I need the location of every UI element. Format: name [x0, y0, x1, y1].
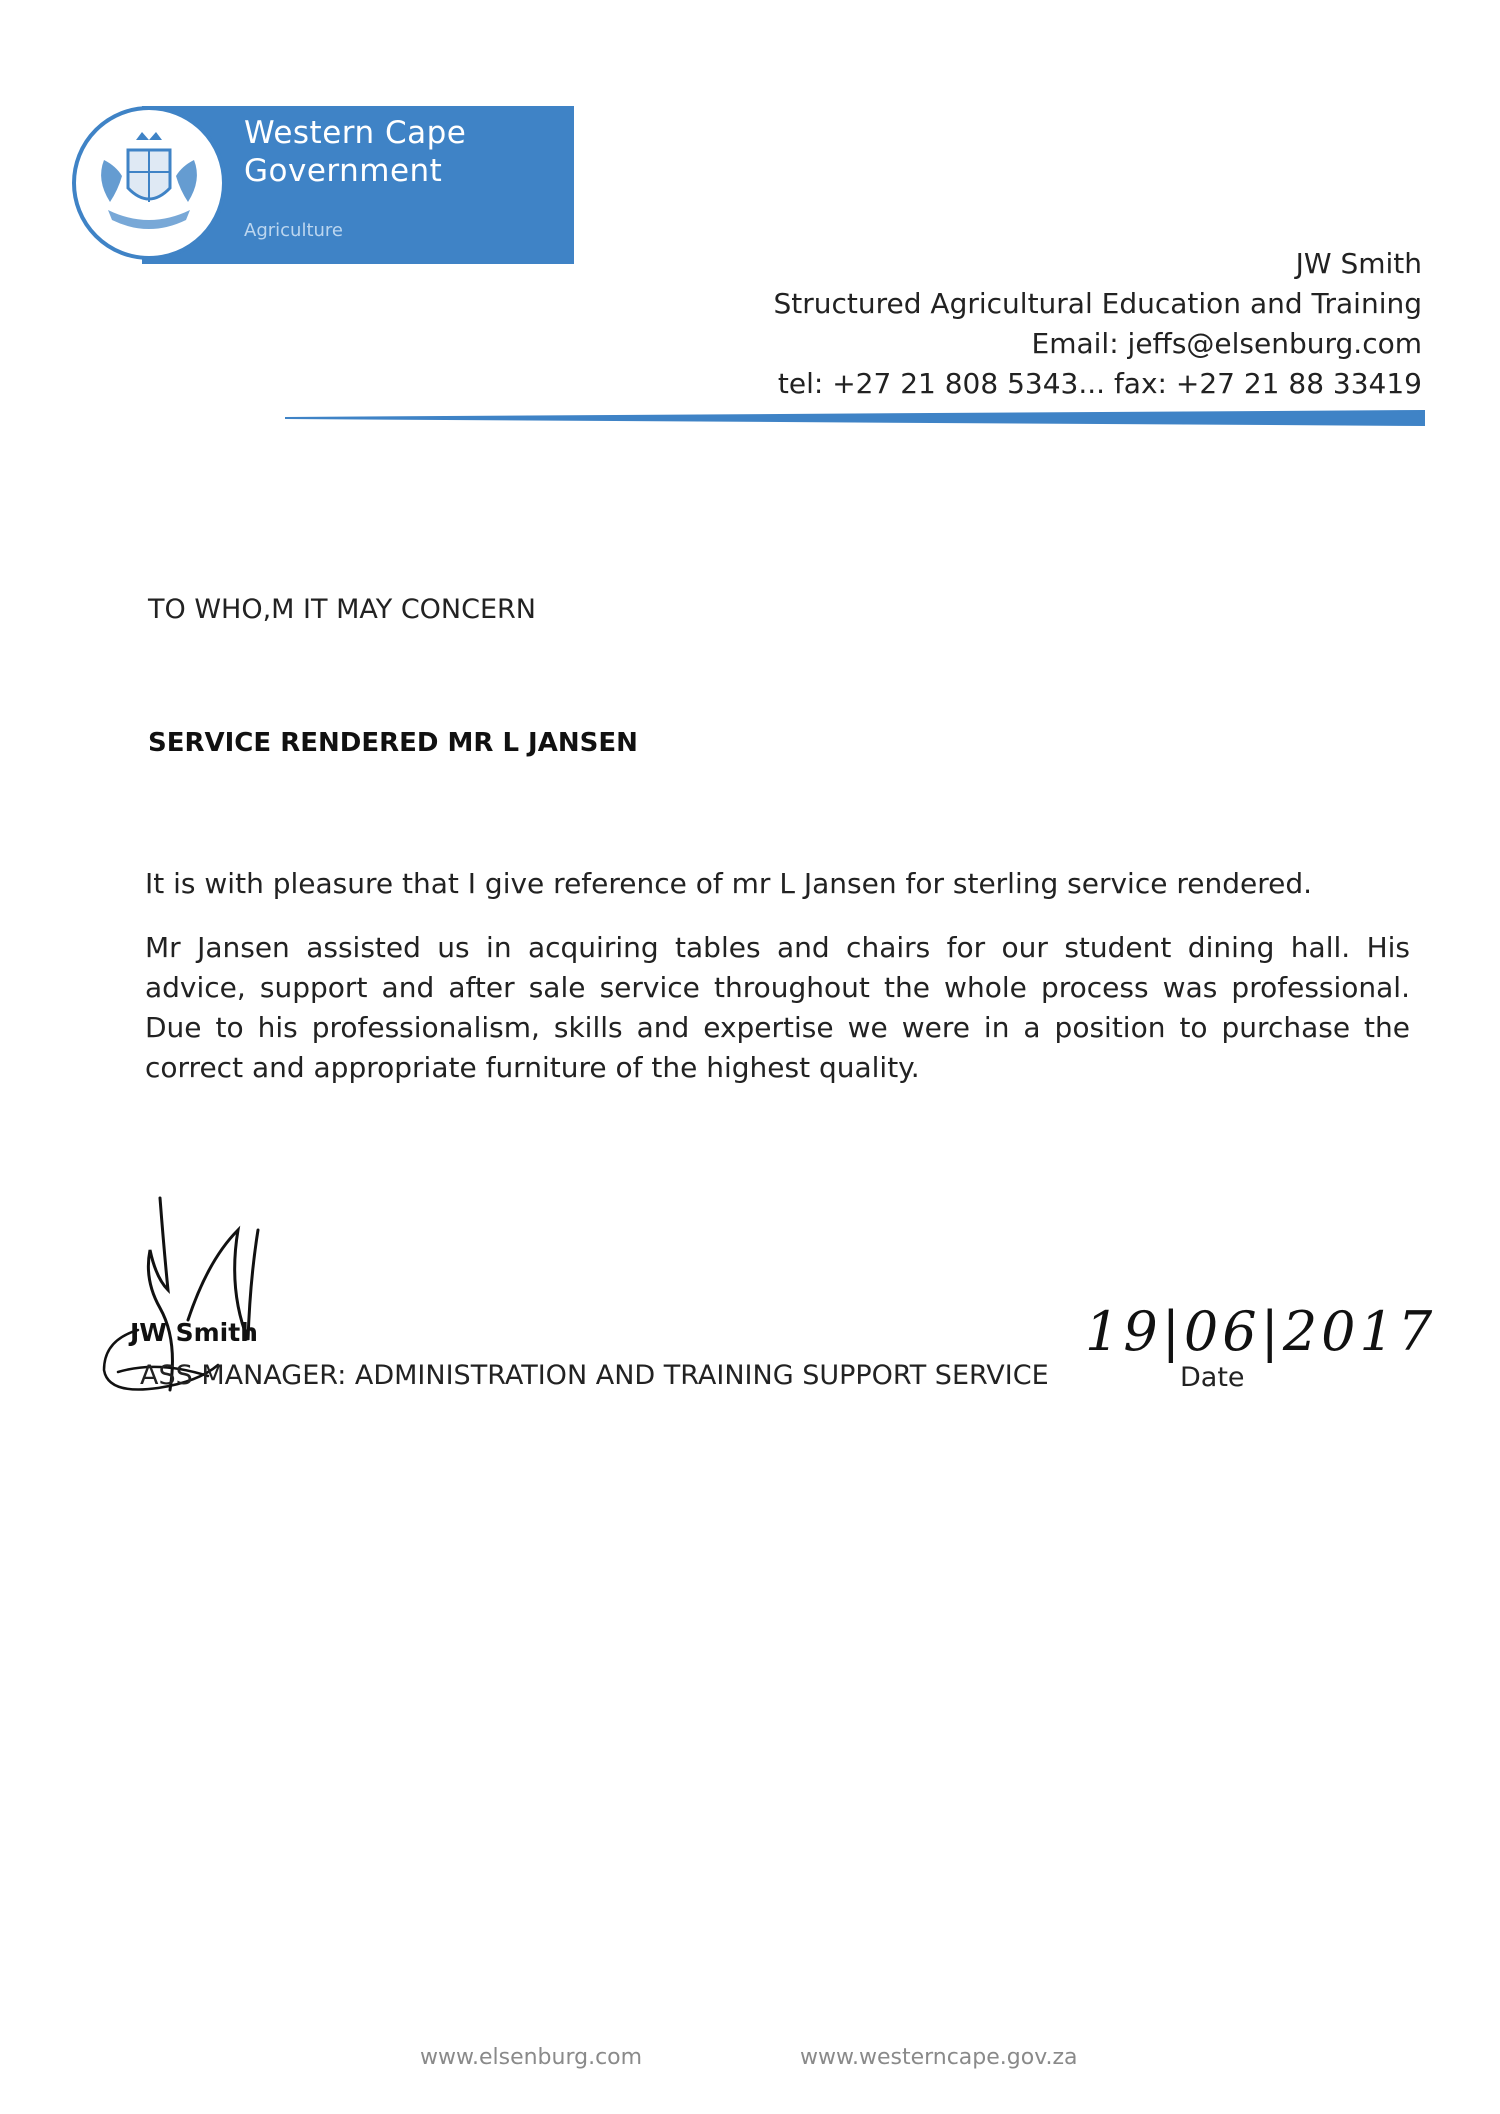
date-label: Date — [1180, 1362, 1245, 1393]
contact-block — [682, 244, 1422, 404]
footer-website-elsenburg[interactable]: www.elsenburg.com — [420, 2045, 643, 2070]
contact-unit: Structured Agricultural Education and Training — [773, 287, 1422, 320]
department-name: Agriculture — [244, 220, 343, 241]
org-name-line2: Government — [244, 153, 443, 189]
header-rule — [285, 410, 1425, 426]
signatory-name: JW Smith — [130, 1318, 258, 1347]
contact-email: Email: jeffs@elsenburg.com — [1031, 327, 1422, 360]
org-name — [244, 114, 466, 190]
contact-phone-fax: tel: +27 21 808 5343... fax: +27 21 88 33419 — [777, 367, 1422, 400]
salutation: TO WHO,M IT MAY CONCERN — [148, 594, 536, 625]
body-paragraph-2: Mr Jansen assisted us in acquiring tables and chairs for our student dining hall. His advice, support and after sale service throughout the whole process was professional. Due to his professionalism, skills and expertise we were in a position to purchase the correct and appropriate furniture of the highest quality. — [145, 931, 1410, 1084]
body-paragraph-1: It is with pleasure that I give reference of mr L Jansen for sterling service rendered. — [145, 867, 1313, 900]
subject-line: SERVICE RENDERED MR L JANSEN — [148, 728, 638, 758]
footer-website-westerncape[interactable]: www.westerncape.gov.za — [800, 2045, 1078, 2070]
org-name-line1: Western Cape — [244, 115, 467, 151]
contact-name: JW Smith — [1295, 247, 1422, 280]
letterhead-logo — [72, 106, 574, 264]
handwritten-date: 19|06|2017 — [1085, 1300, 1437, 1363]
signatory-title: ASS MANAGER: ADMINISTRATION AND TRAINING SUPPORT SERVICE — [140, 1360, 1049, 1391]
coat-of-arms-icon — [72, 106, 226, 260]
